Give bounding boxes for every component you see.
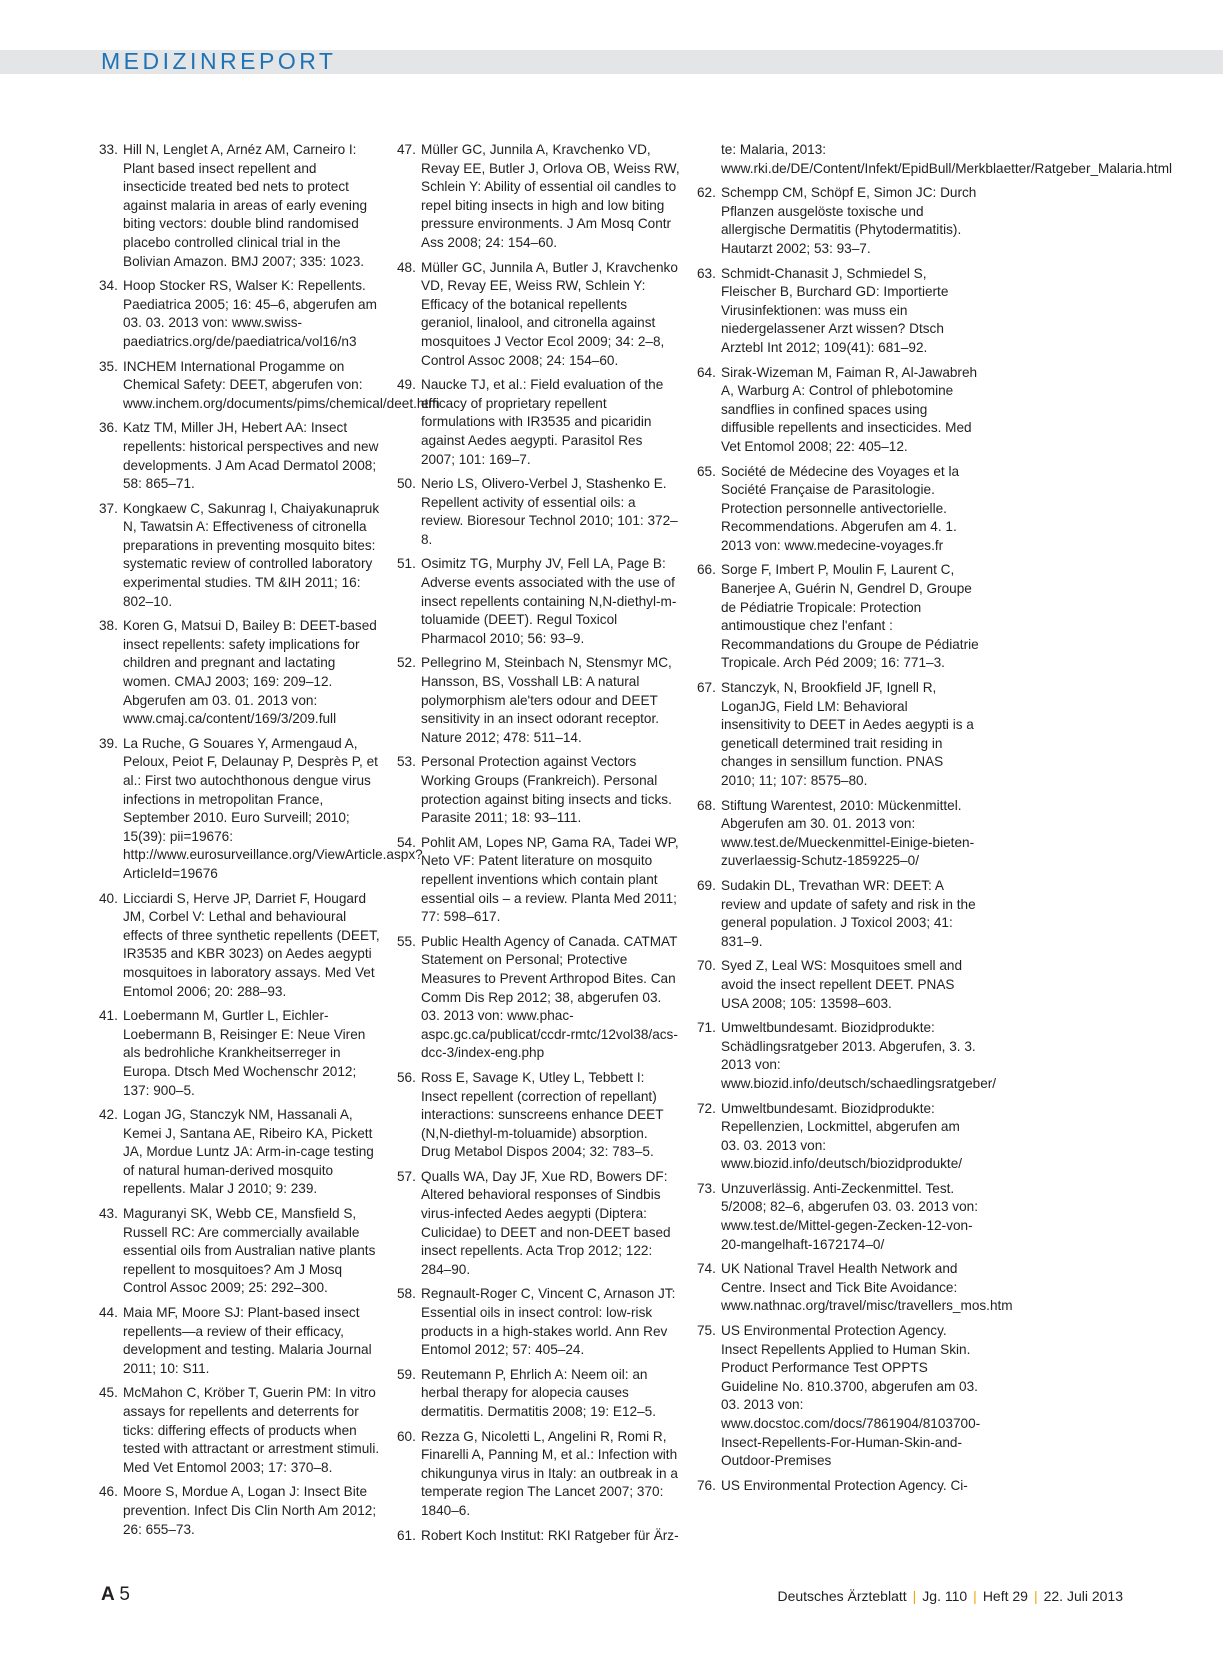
reference-number: 37. xyxy=(99,500,118,516)
reference-text: McMahon C, Kröber T, Guerin PM: In vitro assays for repellents and deterrents for ticks: differing effects of products when tested with attractant or arrestment stimuli. Med Vet Entomol 2003; 17: 370–8. xyxy=(123,1385,380,1475)
reference-item xyxy=(697,463,980,556)
reference-text: Osimitz TG, Murphy JV, Fell LA, Page B: Adverse events associated with the use of insect repellents containing N,N-diethyl-m-toluamide (DEET). Regul Toxicol Pharmacol 2010; 56: 93–9. xyxy=(421,556,677,646)
reference-item xyxy=(697,1100,980,1174)
reference-item xyxy=(697,364,980,457)
reference-text: Pohlit AM, Lopes NP, Gama RA, Tadei WP, Neto VF: Patent literature on mosquito repellent inventions which contain plant essential oils – a review. Planta Med 2011; 77: 598–617. xyxy=(421,834,679,925)
reference-item xyxy=(697,797,980,871)
reference-number: 63. xyxy=(697,265,716,281)
reference-item xyxy=(397,1527,680,1546)
footer-separator: | xyxy=(912,1588,917,1604)
reference-item xyxy=(99,1304,382,1378)
reference-text: Public Health Agency of Canada. CATMAT Statement on Personal; Protective Measures to Prevent Arthropod Bites. Can Comm Dis Rep 2012; 38, abgerufen 03. 03. 2013 von: www.phac-aspc.gc.ca/publicat/ccdr-rmtc/12vol38/acs-dcc-3/index-eng.php xyxy=(421,933,678,1061)
reference-number: 70. xyxy=(697,958,716,974)
reference-number: 58. xyxy=(397,1286,416,1302)
reference-item xyxy=(397,1168,680,1280)
reference-text: Stiftung Warentest, 2010: Mückenmittel. Abgerufen am 30. 01. 2013 von: www.test.de/Mueckenmittel-Einige-bieten-zuverlaessig-Schutz-1859225–0/ xyxy=(721,797,975,869)
reference-number: 67. xyxy=(697,680,716,696)
journal-name: Deutsches Ärzteblatt xyxy=(777,1588,907,1604)
reference-item xyxy=(397,475,680,549)
reference-text: Ross E, Savage K, Utley L, Tebbett I: Insect repellent (correction of repellant) interactions: sunscreens enhance DEET (N,N-diethyl-m-toluamide) absorption. Drug Metabol Dispos 2004; 32: 783–5. xyxy=(421,1069,664,1160)
reference-number: 42. xyxy=(99,1107,118,1123)
reference-text: Sirak-Wizeman M, Faiman R, Al-Jawabreh A, Warburg A: Control of phlebotomine sandflies in confined spaces using diffusible repellents and insecticides. Med Vet Entomol 2008; 22: 405–12. xyxy=(721,364,978,454)
reference-text: Katz TM, Miller JH, Hebert AA: Insect repellents: historical perspectives and new developments. J Am Acad Dermatol 2008; 58: 865–71. xyxy=(123,420,379,492)
reference-text: Umweltbundesamt. Biozidprodukte: Schädlingsratgeber 2013. Abgerufen, 3. 3. 2013 von: www.biozid.info/deutsch/schaedlingsratgeber/ xyxy=(721,1020,997,1091)
reference-number: 55. xyxy=(397,933,416,949)
reference-text: Qualls WA, Day JF, Xue RD, Bowers DF: Altered behavioral responses of Sindbis virus-infected Aedes aegypti (Diptera: Culicidae) to DEET and non-DEET based insect repellents. Acta Trop 2012; 122: 284–90. xyxy=(421,1168,671,1277)
reference-text: Müller GC, Junnila A, Kravchenko VD, Revay EE, Butler J, Orlova OB, Weiss RW, Schlein Y: Ability of essential oil candles to repel biting insects in high and low biting pressure environments. J Am Mosq Contr Ass 2008; 24: 154–60. xyxy=(421,142,680,250)
reference-item xyxy=(697,957,980,1013)
reference-text: Schempp CM, Schöpf E, Simon JC: Durch Pflanzen ausgelöste toxische und allergische Dermatitis (Phytodermatitis). Hautarzt 2002; 53: 93–7. xyxy=(721,185,977,256)
reference-item xyxy=(697,561,980,673)
reference-text: Hoop Stocker RS, Walser K: Repellents. Paediatrica 2005; 16: 45–6, abgerufen am 03. 03. 2013 von: www.swiss-paediatrics.org/de/paediatrica/vol16/n3 xyxy=(123,278,377,349)
references-column-3 xyxy=(697,141,1173,1501)
page-number-value: 5 xyxy=(119,1584,130,1605)
reference-text: US Environmental Protection Agency. Ci- xyxy=(721,1477,968,1493)
reference-item xyxy=(99,617,382,729)
reference-item xyxy=(697,1260,1013,1316)
reference-item xyxy=(697,679,980,791)
reference-number: 53. xyxy=(397,754,416,770)
reference-number: 35. xyxy=(99,358,118,374)
reference-number: 40. xyxy=(99,890,118,906)
reference-item xyxy=(397,753,680,827)
reference-number: 48. xyxy=(397,259,416,275)
reference-item xyxy=(697,877,980,951)
reference-text: Naucke TJ, et al.: Field evaluation of the efficacy of proprietary repellent formulations with IR3535 and picaridin against Aedes aegypti. Parasitol Res 2007; 101: 169–7. xyxy=(421,377,664,467)
reference-text: Regnault-Roger C, Vincent C, Arnason JT: Essential oils in insect control: low-risk products in a high-stakes world. Ann Rev Entomol 2012; 57: 405–24. xyxy=(421,1286,676,1358)
journal-volume: Jg. 110 xyxy=(922,1588,968,1604)
reference-text: Robert Koch Institut: RKI Ratgeber für Ärz- xyxy=(421,1527,679,1543)
reference-text: US Environmental Protection Agency. Insect Repellents Applied to Human Skin. Product Performance Test OPPTS Guideline No. 810.3700, abgerufen am 03. 03. 2013 von: www.docstoc.com/docs/7861904/8103700-Insect-Repellents-For-Human-Skin-and-Outdoor-Premises xyxy=(721,1323,981,1469)
reference-item xyxy=(697,1322,980,1471)
reference-item xyxy=(397,259,680,371)
reference-number: 75. xyxy=(697,1323,716,1339)
reference-text: Pellegrino M, Steinbach N, Stensmyr MC, Hansson, BS, Vosshall LB: A natural polymorphism ale'ters odour and DEET sensitivity in an insect odorant receptor. Nature 2012; 478: 511–14. xyxy=(421,655,672,745)
reference-text: UK National Travel Health Network and Centre. Insect and Tick Bite Avoidance: www.nathnac.org/travel/misc/travellers_mos.htm xyxy=(721,1261,1013,1314)
reference-item xyxy=(99,141,382,271)
reference-item xyxy=(697,1477,980,1496)
reference-number: 71. xyxy=(697,1020,716,1036)
reference-item xyxy=(397,555,680,648)
reference-item xyxy=(397,1428,680,1521)
reference-number: 72. xyxy=(697,1100,716,1116)
reference-item xyxy=(697,1019,997,1093)
reference-text: INCHEM International Progamme on Chemical Safety: DEET, abgerufen von: www.inchem.org/documents/pims/chemical/deet.htm xyxy=(123,358,440,411)
reference-number: 68. xyxy=(697,797,716,813)
reference-text: Moore S, Mordue A, Logan J: Insect Bite prevention. Infect Dis Clin North Am 2012; 26: 655–73. xyxy=(123,1484,377,1537)
reference-text: Maguranyi SK, Webb CE, Mansfield S, Russell RC: Are commercially available essential oils from Australian native plants repellent to mosquitoes? Am J Mosq Control Assoc 2009; 25: 292–300. xyxy=(123,1206,376,1296)
reference-number: 66. xyxy=(697,562,716,578)
reference-text: Reutemann P, Ehrlich A: Neem oil: an herbal therapy for alopecia causes dermatitis. Dermatitis 2008; 19: E12–5. xyxy=(421,1366,656,1419)
reference-item xyxy=(397,376,680,469)
journal-issue: Heft 29 xyxy=(982,1588,1028,1604)
reference-number: 38. xyxy=(99,618,118,634)
reference-number: 74. xyxy=(697,1261,716,1277)
reference-item xyxy=(397,1366,680,1422)
reference-text: Personal Protection against Vectors Working Groups (Frankreich). Personal protection against biting insects and ticks. Parasite 2011; 18: 93–111. xyxy=(421,754,672,826)
reference-text: Logan JG, Stanczyk NM, Hassanali A, Kemei J, Santana AE, Ribeiro KA, Pickett JA, Mordue Luntz JA: Arm-in-cage testing of natural human-derived mosquito repellents. Malar J 2010; 9: 239. xyxy=(123,1107,374,1197)
reference-item xyxy=(99,500,382,612)
reference-number: 57. xyxy=(397,1168,416,1184)
reference-text: La Ruche, G Souares Y, Armengaud A, Peloux, Peiot F, Delaunay P, Desprès P, et al.: First two autochthonous dengue virus infections in metropolitan France, September 2010. Euro Surveill; 2010; 15(39): pii=19676: http://www.eurosurveillance.org/ViewArticle.aspx?ArticleId=19676 xyxy=(123,735,423,881)
reference-text: Müller GC, Junnila A, Butler J, Kravchenko VD, Revay EE, Weiss RW, Schlein Y: Efficacy of the botanical repellents geraniol, linalool, and citronella against mosquitoes J Vector Ecol 2009; 34: 2–8, Control Assoc 2008; 24: 154–60. xyxy=(421,259,678,368)
reference-text: Maia MF, Moore SJ: Plant-based insect repellents—a review of their efficacy, development and testing. Malaria Journal 2011; 10: S11. xyxy=(123,1305,372,1376)
reference-number: 62. xyxy=(697,185,716,201)
reference-item xyxy=(397,1069,680,1162)
reference-number: 41. xyxy=(99,1008,118,1024)
footer-separator: | xyxy=(1033,1588,1038,1604)
reference-number: 50. xyxy=(397,476,416,492)
reference-text: Loebermann M, Gurtler L, Eichler-Loebermann B, Reisinger E: Neue Viren als bedrohliche Krankheitserreger in Europa. Dtsch Med Wochenschr 2012; 137: 900–5. xyxy=(123,1008,366,1098)
journal-date: 22. Juli 2013 xyxy=(1043,1588,1123,1604)
page-number xyxy=(101,1584,130,1606)
reference-item xyxy=(697,1180,980,1254)
reference-text: Nerio LS, Olivero-Verbel J, Stashenko E. Repellent activity of essential oils: a review. Bioresour Technol 2010; 101: 372–8. xyxy=(421,476,678,547)
reference-number: 61. xyxy=(397,1527,416,1543)
reference-item xyxy=(99,419,382,493)
journal-footer xyxy=(777,1588,1123,1604)
reference-number: 44. xyxy=(99,1305,118,1321)
reference-text: Société de Médecine des Voyages et la Société Française de Parasitologie. Protection personnelle antivectorielle. Recommendations. Abgerufen am 4. 1. 2013 von: www.medecine-voyages.fr xyxy=(721,463,960,553)
reference-item xyxy=(397,654,680,747)
footer-separator: | xyxy=(973,1588,977,1604)
reference-item xyxy=(697,184,980,258)
reference-number: 34. xyxy=(99,278,118,294)
section-title: MEDIZINREPORT xyxy=(101,48,337,74)
reference-number: 36. xyxy=(99,420,118,436)
reference-item xyxy=(397,933,680,1063)
reference-text: te: Malaria, 2013: www.rki.de/DE/Content/Infekt/EpidBull/Merkblaetter/Ratgeber_Malaria.html xyxy=(721,142,1173,176)
reference-text: Umweltbundesamt. Biozidprodukte: Repellenzien, Lockmittel, abgerufen am 03. 03. 2013 von: www.biozid.info/deutsch/biozidprodukte/ xyxy=(721,1100,963,1172)
reference-text: Schmidt-Chanasit J, Schmiedel S, Fleischer B, Burchard GD: Importierte Virusinfektionen: was muss ein niedergelassener Arzt wissen? Dtsch Arztebl Int 2012; 109(41): 681–92. xyxy=(721,265,949,355)
page-letter: A xyxy=(101,1584,115,1605)
references-column-2 xyxy=(397,141,680,1551)
reference-text: Syed Z, Leal WS: Mosquitoes smell and avoid the insect repellent DEET. PNAS USA 2008; 105: 13598–603. xyxy=(721,958,963,1011)
reference-number: 39. xyxy=(99,735,118,751)
reference-number: 59. xyxy=(397,1366,416,1382)
reference-item xyxy=(99,277,382,351)
reference-number: 73. xyxy=(697,1180,716,1196)
reference-item xyxy=(697,265,980,358)
reference-number: 33. xyxy=(99,142,118,157)
reference-text: Koren G, Matsui D, Bailey B: DEET-based insect repellents: safety implications for children and pregnant and lactating women. CMAJ 2003; 169: 209–12. Abgerufen am 03. 01. 2013 von: www.cmaj.ca/content/169/3/209.full xyxy=(123,618,377,727)
reference-text: Sorge F, Imbert P, Moulin F, Laurent C, Banerjee A, Guérin N, Gendrel D, Groupe de Pédiatrie Tropicale: Protection antimoustique chez l'enfant : Recommandations du Groupe de Pédiatrie Tropicale. Arch Péd 2009; 16: 771–3. xyxy=(721,562,979,671)
reference-item xyxy=(99,890,382,1002)
reference-item xyxy=(397,141,680,253)
reference-number: 65. xyxy=(697,463,716,479)
reference-number: 51. xyxy=(397,556,416,572)
reference-item xyxy=(697,141,1173,178)
reference-item xyxy=(99,1205,382,1298)
reference-text: Sudakin DL, Trevathan WR: DEET: A review and update of safety and risk in the general population. J Toxicol 2003; 41: 831–9. xyxy=(721,877,976,949)
reference-text: Kongkaew C, Sakunrag I, Chaiyakunapruk N, Tawatsin A: Effectiveness of citronella preparations in preventing mosquito bites: systematic review of controlled laboratory experimental studies. TM &IH 2011; 16: 802–10. xyxy=(123,500,380,609)
reference-number: 43. xyxy=(99,1206,118,1222)
reference-number: 49. xyxy=(397,377,416,393)
reference-item xyxy=(397,834,680,927)
reference-number: 46. xyxy=(99,1484,118,1500)
reference-number: 56. xyxy=(397,1069,416,1085)
reference-text: Stanczyk, N, Brookfield JF, Ignell R, LoganJG, Field LM: Behavioral insensitivity to DEET in Aedes aegypti is a geneticall determined trait residing in changes in sensillum function. PNAS 2010; 11; 107: 8575–80. xyxy=(721,680,974,788)
reference-item xyxy=(99,1483,382,1539)
reference-number: 45. xyxy=(99,1385,118,1401)
reference-item xyxy=(99,1384,382,1477)
reference-number: 69. xyxy=(697,877,716,893)
reference-number: 64. xyxy=(697,364,716,380)
reference-number: 52. xyxy=(397,655,416,671)
reference-number: 76. xyxy=(697,1477,716,1493)
reference-text: Hill N, Lenglet A, Arnéz AM, Carneiro I: Plant based insect repellent and insecticide treated bed nets to protect against malaria in areas of early evening biting vectors: double blind randomised placebo controlled clinical trial in the Bolivian Amazon. BMJ 2007; 335: 1023. xyxy=(123,142,368,269)
reference-number: 54. xyxy=(397,834,416,850)
reference-text: Licciardi S, Herve JP, Darriet F, Hougard JM, Corbel V: Lethal and behavioural effects of three synthetic repellents (DEET, IR3535 and KBR 3023) on Aedes aegypti mosquitoes in laboratory assays. Med Vet Entomol 2006; 20: 288–93. xyxy=(123,890,380,999)
reference-item xyxy=(397,1285,680,1359)
reference-item xyxy=(99,1106,382,1199)
reference-number: 47. xyxy=(397,142,416,157)
reference-text: Unzuverlässig. Anti-Zeckenmittel. Test. 5/2008; 82–6, abgerufen 03. 03. 2013 von: www.test.de/Mittel-gegen-Zecken-12-von-20-mangelhaft-1672174–0/ xyxy=(721,1180,978,1252)
reference-text: Rezza G, Nicoletti L, Angelini R, Romi R, Finarelli A, Panning M, et al.: Infection with chikungunya virus in Italy: an outbreak in a temperate region The Lancet 2007; 370: 1840–6. xyxy=(421,1428,678,1518)
reference-number: 60. xyxy=(397,1428,416,1444)
reference-item xyxy=(99,1007,382,1100)
